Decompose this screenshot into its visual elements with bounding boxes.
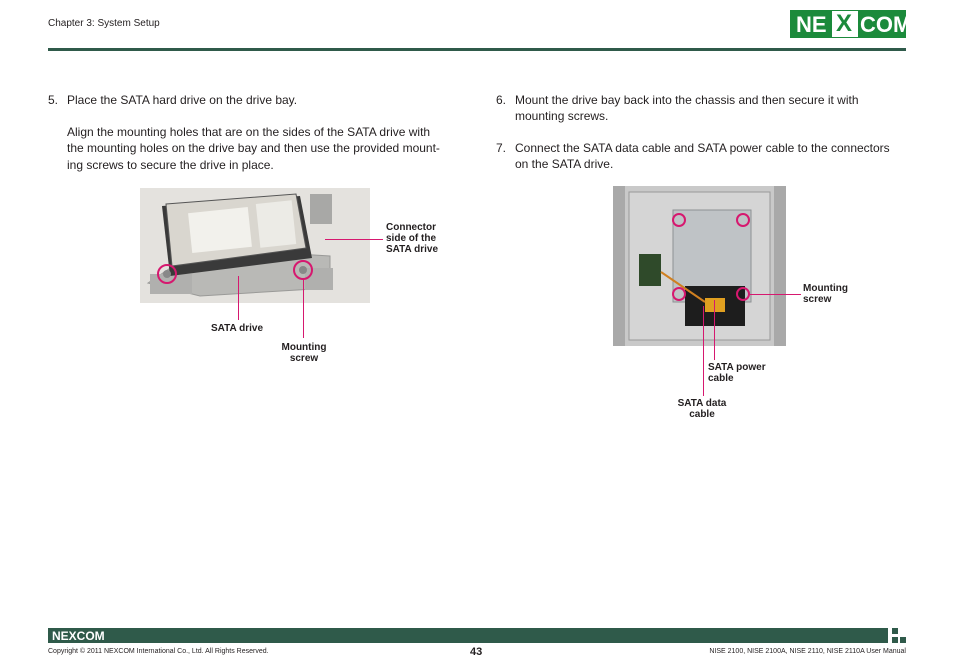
step-6-text	[515, 92, 910, 125]
chapter-title: Chapter 3: System Setup	[48, 18, 160, 29]
mounting-screw-leader-left	[303, 278, 304, 338]
step-6-line: mounting screws.	[515, 109, 609, 124]
chassis-illustration	[613, 186, 786, 346]
manual-title: NISE 2100, NISE 2100A, NISE 2110, NISE 2110A User Manual	[709, 648, 906, 655]
footer-square-mark	[892, 628, 898, 634]
nexcom-logo	[790, 10, 912, 38]
label-line: cable	[708, 373, 734, 384]
sata-drive-illustration	[140, 188, 370, 303]
sata-drive-label: SATA drive	[211, 323, 264, 334]
label-line: SATA data	[677, 398, 727, 409]
footer-logo: NEXCOM	[52, 629, 105, 643]
sata-data-leader	[703, 306, 704, 396]
step-5-detail-line: Align the mounting holes that are on the sides of the SATA drive with	[67, 125, 431, 139]
label-line: side of the	[386, 233, 437, 244]
page-number: 43	[470, 646, 483, 658]
label-line: screw	[803, 294, 832, 305]
step-5-text: Place the SATA hard drive on the drive bay.	[67, 93, 298, 107]
sata-drive-leader	[238, 276, 239, 320]
logo-ne: NE	[796, 12, 827, 37]
footer-bar	[48, 628, 888, 643]
step-5-detail-line: ing screws to secure the drive in place.	[67, 157, 274, 172]
step-7-line: Connect the SATA data cable and SATA power cable to the connectors	[515, 141, 890, 155]
sata-power-leader	[714, 300, 715, 360]
logo-x-mark: X	[832, 11, 858, 37]
step-5-number: 5.	[48, 93, 59, 107]
chassis-photo	[613, 186, 786, 346]
copyright-text: Copyright © 2011 NEXCOM International Co., Ltd. All Rights Reserved.	[48, 648, 269, 655]
label-line: cable	[689, 409, 715, 420]
connector-side-label	[386, 222, 438, 255]
sata-data-label	[672, 398, 732, 420]
footer-square-mark	[892, 637, 898, 643]
step-7-text	[515, 140, 910, 173]
label-line: Mounting	[803, 283, 848, 294]
connector-leader	[325, 239, 383, 240]
step-5-detail	[67, 124, 467, 173]
label-line: SATA drive	[386, 244, 439, 255]
header-rule	[48, 48, 906, 51]
label-line: Mounting	[281, 342, 327, 353]
label-line: SATA power	[708, 362, 766, 373]
mounting-screw-label-right	[803, 283, 848, 305]
step-6-line: Mount the drive bay back into the chassis and then secure it with	[515, 93, 859, 107]
mounting-screw-label-left	[279, 342, 329, 364]
step-7-line: on the SATA drive.	[515, 157, 614, 172]
step-5-detail-line: the mounting holes on the drive bay and then use the provided mount-	[67, 141, 440, 156]
step-6-number: 6.	[496, 93, 507, 107]
mounting-screw-leader-right	[749, 294, 801, 295]
footer-square-mark	[900, 637, 906, 643]
logo-com: COM	[860, 12, 912, 37]
label-line: Connector	[386, 222, 436, 233]
step-7-number: 7.	[496, 141, 507, 155]
sata-drive-photo	[140, 188, 370, 303]
label-line: screw	[289, 353, 319, 364]
sata-power-label	[708, 362, 766, 384]
